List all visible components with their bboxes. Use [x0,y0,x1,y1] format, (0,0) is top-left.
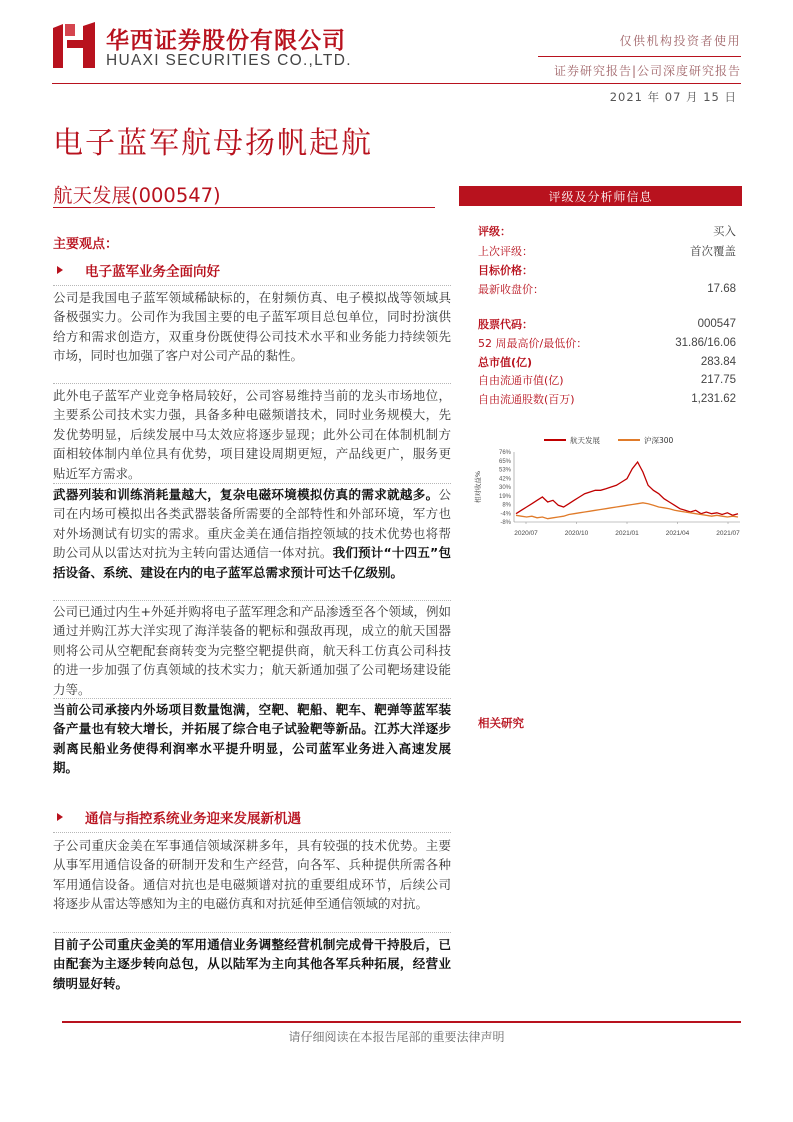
rating-value: 000547 [697,317,736,330]
rating-value: 首次覆盖 [690,245,736,258]
rating-value: 1,231.62 [691,392,736,405]
rating-row [478,370,736,389]
x-tick-label: 2020/07 [514,530,538,537]
report-date: 2021 年 07 月 15 日 [609,90,737,104]
dotted-divider [53,383,451,384]
rating-value: 217.75 [700,373,736,386]
company-ticker: 航天发展(000547) [53,184,221,207]
rating-value: 17.68 [707,282,736,295]
dotted-divider [53,483,451,484]
related-research-label: 相关研究 [478,716,524,730]
company-name-en: HUAXI SECURITIES CO.,LTD. [106,52,352,69]
x-tick-label: 2021/04 [665,530,690,537]
body-paragraph: 公司是我国电子蓝军领域稀缺标的，在射频仿真、电子模拟战等领域具备极强实力。公司作为我国主要的电子蓝军项目总包单位，同时扮演供给方和需求创造方，双重身份既使得公司技术水平和业务能力持续领先市场，同时也加强了客户对公司产品的黏性。 [53,290,451,364]
relative-return-chart [470,432,748,546]
rating-row [478,352,736,371]
rating-value: 买入 [713,225,736,238]
section-heading [53,806,453,828]
rating-label: 评级： [478,224,511,238]
rating-row [478,279,736,298]
rating-value: 31.86/16.06 [675,336,736,349]
y-tick-label: 8% [502,502,511,509]
bold-statement: 武器列装和训练消耗量越大，复杂电磁环境模拟仿真的需求就越多。 [53,487,439,502]
legend-label-index: 沪深300 [644,436,674,445]
dotted-divider [53,600,451,601]
company-name-cn: 华西证券股份有限公司 [106,28,346,54]
section-heading [53,259,453,281]
rating-label: 股票代码： [478,317,533,331]
rating-label: 总市值(亿) [478,355,533,369]
rating-header: 评级及分析师信息 [459,186,742,206]
triangle-bullet-icon [57,266,63,274]
y-tick-label: 76% [498,450,511,456]
dotted-divider [53,285,451,286]
stock-series-line [516,462,738,515]
body-paragraph: 公司已通过内生+外延并购将电子蓝军理念和产品渗透至各个领域，例如通过并购江苏大洋实现了海洋装备的靶标和强敌再现，成立的航天国器则将公司从空靶配套商转变为完整空靶提供商，航天科工仿真公司科技的进一步加强了仿真领域的技术实力；航天新通加强了公司靶场建设能力等。 [53,604,451,697]
rating-row [478,314,736,333]
dotted-divider [53,698,451,699]
legal-notice: 请仔细阅读在本报告尾部的重要法律声明 [288,1030,505,1044]
rating-value: 283.84 [700,355,736,368]
y-tick-label: 65% [498,458,511,465]
x-tick-label: 2021/07 [716,530,740,537]
index-series-line [516,503,738,519]
rating-row [478,221,736,240]
rating-row [478,333,736,352]
triangle-bullet-icon [57,813,63,821]
rating-label: 最新收盘价： [478,282,544,296]
dotted-divider [53,932,451,933]
body-text: 公司在内场可模拟出各类武器装备所需要的全部特性和外部环境，军方也对外场测试有切实的需求。重庆金美在通信指控领域的技术优势也将帮助公司从以雷达对抗为主转向雷达通信一体对抗。 [53,487,451,561]
y-tick-label: -4% [500,511,511,518]
page-title: 电子蓝军航母扬帆起航 [53,126,373,161]
audience-note: 仅供机构投资者使用 [619,34,741,48]
y-tick-label: -8% [500,520,511,526]
rating-row [478,260,736,279]
body-paragraph [53,485,451,582]
rating-label: 自由流通股数(百万) [478,392,575,406]
rating-label: 自由流通市值(亿) [478,373,564,387]
section-heading-text: 通信与指控系统业务迎来发展新机遇 [85,811,301,827]
report-type: 证券研究报告|公司深度研究报告 [553,64,741,78]
bold-statement: 我们预计“十四五”包括设备、系统、建设在内的电子蓝军总需求预计可达千亿级别。 [53,545,451,580]
rating-label: 52 周最高价/最低价： [478,336,588,350]
y-tick-label: 53% [498,467,511,474]
dotted-divider [53,832,451,833]
footer-divider [62,1021,741,1023]
y-tick-label: 19% [498,493,511,500]
rating-row [478,389,736,408]
legend-label-stock: 航天发展 [570,436,600,445]
huaxi-logo-icon [53,22,97,70]
y-tick-label: 42% [498,476,511,483]
x-tick-label: 2020/10 [564,530,589,537]
body-paragraph: 子公司重庆金美在军事通信领域深耕多年，具有较强的技术优势。主要从事军用通信设备的研制开发和生产经营，向各军、兵种提供所需各种军用通信设备。通信对抗也是电磁频谱对抗的重要组成环节，后续公司将逐步从雷达等感知为主的电磁仿真和对抗延伸至通信领域的对抗。 [53,838,451,912]
y-tick-label: 30% [498,485,511,491]
x-tick-label: 2021/01 [615,530,639,537]
body-paragraph-bold: 当前公司承接内外场项目数量饱满，空靶、靶船、靶车、靶弹等蓝军装备产量也有较大增长，并拓展了综合电子试验靶等新品。江苏大洋逐步剥离民船业务使得利润率水平提升明显，公司蓝军业务进入高速发展期。 [53,702,451,776]
rating-label: 上次评级： [478,244,533,258]
rating-row [478,241,736,260]
body-paragraph-bold: 目前子公司重庆金美的军用通信业务调整经营机制完成骨干持股后，已由配套为主逐步转向总包，从以陆军为主向其他各军兵种拓展，经营业绩明显好转。 [53,937,451,991]
header-divider-bottom [52,83,741,84]
main-points-label: 主要观点： [53,237,119,252]
body-paragraph: 此外电子蓝军产业竞争格局较好，公司容易维持当前的龙头市场地位，主要系公司技术实力强，具备多种电磁频谱技术，同时业务规模大，先发优势明显，后续发展中马太效应将逐步显现；此外公司在体制机制方面相较体制内单位具有优势，项目建设周期更短，产品线更广，服务更贴近军方需求。 [53,388,451,481]
company-divider [53,207,435,208]
y-axis-label: 相对收益% [474,470,482,504]
section-heading-text: 电子蓝军业务全面向好 [85,264,220,280]
rating-label: 目标价格： [478,263,533,277]
header-divider [538,56,741,57]
